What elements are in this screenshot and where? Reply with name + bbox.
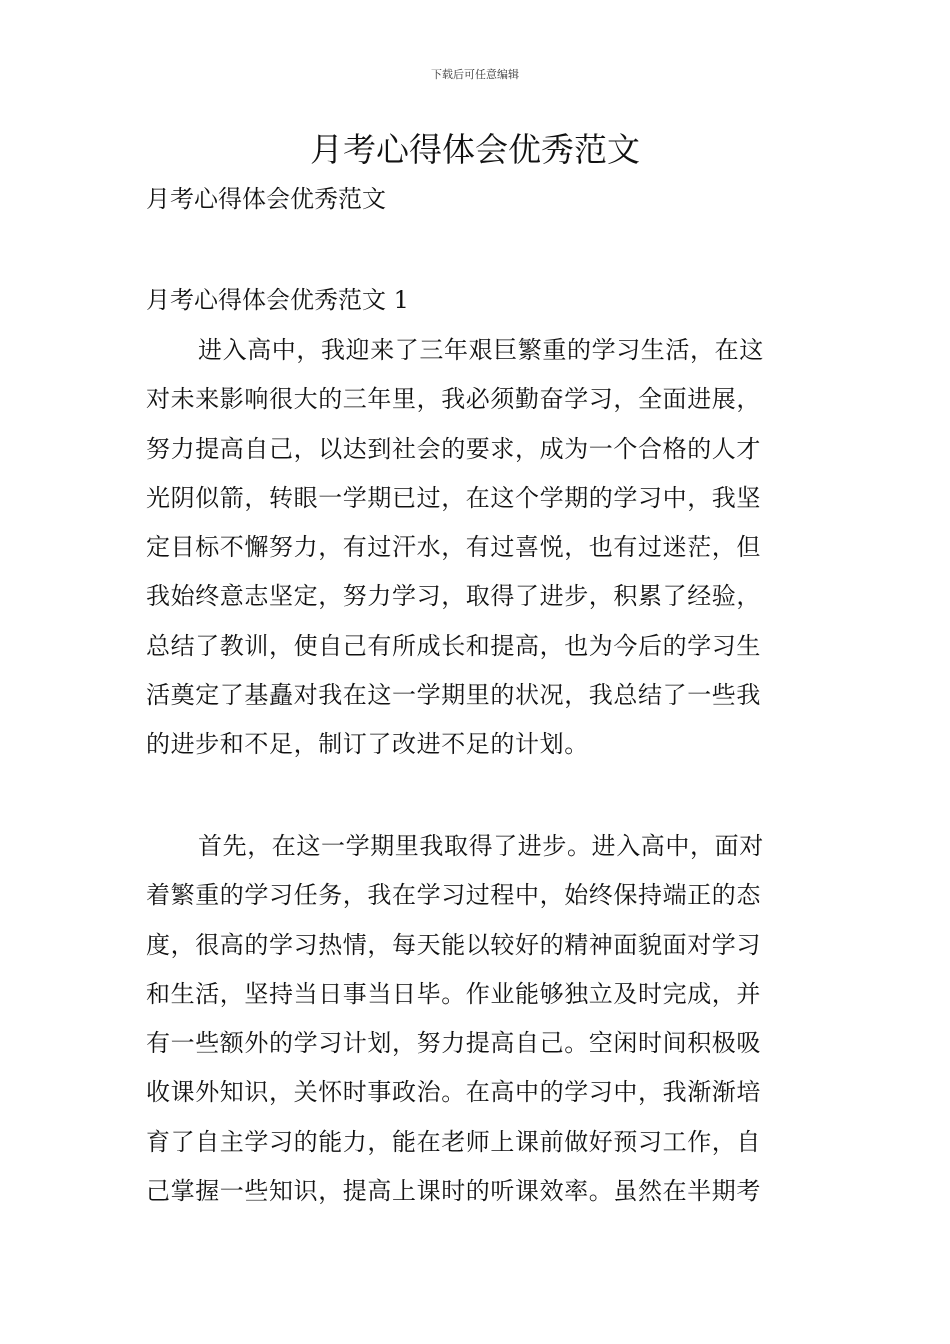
paragraph-line: 度，很高的学习热情，每天能以较好的精神面貌面对学习 [146,930,761,959]
paragraph [146,326,808,770]
paragraph-line: 我始终意志坚定，努力学习，取得了进步，积累了经验， [146,582,761,611]
paragraph-line: 光阴似箭，转眼一学期已过，在这个学期的学习中，我坚 [146,483,761,512]
section-heading: 月考心得体会优秀范文 1 [146,286,409,314]
paragraph [146,822,808,1216]
document-title: 月考心得体会优秀范文 [310,130,640,169]
paragraph-line: 和生活，坚持当日事当日毕。作业能够独立及时完成，并 [146,979,761,1008]
paragraph-line: 收课外知识，关怀时事政治。在高中的学习中，我渐渐培 [146,1078,761,1107]
header-note: 下载后可任意编辑 [431,68,519,81]
paragraph-line: 着繁重的学习任务，我在学习过程中，始终保持端正的态 [146,881,761,910]
paragraph-line: 的进步和不足，制订了改进不足的计划。 [146,730,589,759]
paragraph-line: 首先，在这一学期里我取得了进步。进入高中，面对 [198,832,764,860]
paragraph-line: 己掌握一些知识，提高上课时的听课效率。虽然在半期考 [146,1177,761,1206]
paragraph-line: 育了自主学习的能力，能在老师上课前做好预习工作，自 [146,1127,761,1156]
paragraph-line: 进入高中，我迎来了三年艰巨繁重的学习生活，在这 [198,336,764,364]
document-subtitle: 月考心得体会优秀范文 [146,185,386,213]
paragraph-line: 对未来影响很大的三年里，我必须勤奋学习，全面进展， [146,385,761,414]
paragraph-line: 努力提高自己，以达到社会的要求，成为一个合格的人才 [146,434,761,463]
paragraph-line: 活奠定了基矗对我在这一学期里的状况，我总结了一些我 [146,681,761,710]
paragraph-line: 有一些额外的学习计划，努力提高自己。空闲时间积极吸 [146,1029,761,1058]
paragraph-line: 总结了教训，使自己有所成长和提高，也为今后的学习生 [146,631,761,660]
paragraph-line: 定目标不懈努力，有过汗水，有过喜悦，也有过迷茫，但 [146,533,761,562]
